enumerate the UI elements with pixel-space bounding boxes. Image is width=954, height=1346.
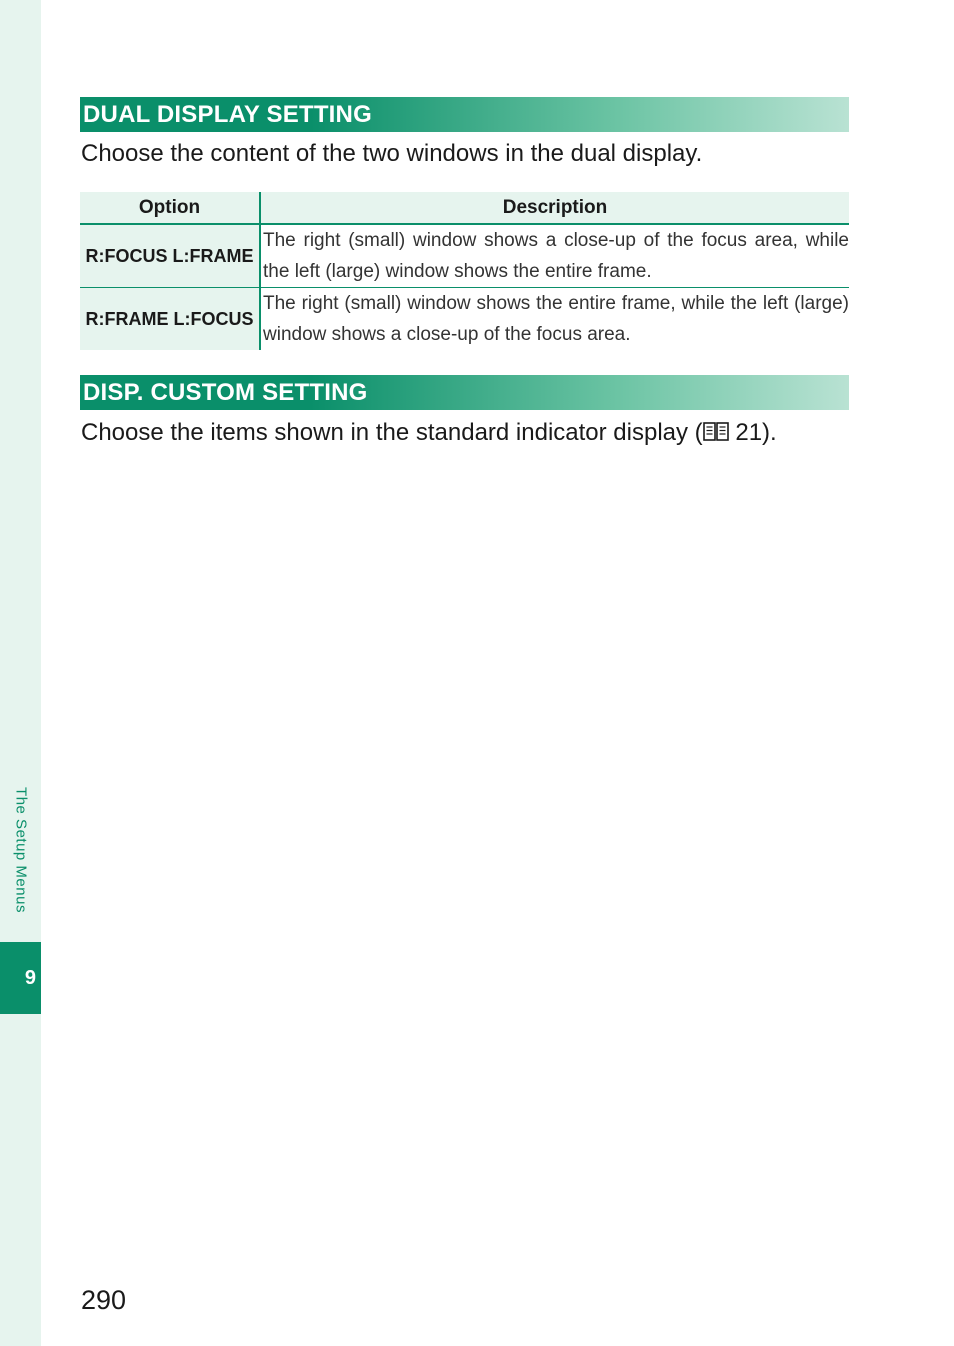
column-header-description: Description <box>260 192 849 224</box>
side-strip <box>0 0 41 1346</box>
description-cell: The right (small) window shows a close-up of the focus area, while the left (large) window shows the entire frame. <box>260 224 849 288</box>
page-reference-link[interactable]: 21 <box>735 419 763 446</box>
section-label: The Setup Menus <box>12 787 30 913</box>
options-table <box>80 192 849 350</box>
description-cell: The right (small) window shows the entire frame, while the left (large) window shows a close-up of the focus area. <box>263 293 849 345</box>
chapter-tab[interactable] <box>0 942 41 1014</box>
option-cell: R:FOCUS L:FRAME <box>80 224 260 288</box>
page-number: 290 <box>81 1285 127 1315</box>
disp-custom-intro-text: Choose the items shown in the standard indicator display ( <box>81 419 703 446</box>
page-reference-icon <box>703 422 729 442</box>
section-heading-dual-display: DUAL DISPLAY SETTING <box>80 97 849 132</box>
dual-display-intro: Choose the content of the two windows in the dual display. <box>81 140 703 167</box>
disp-custom-intro <box>81 416 848 450</box>
option-cell: R:FRAME L:FOCUS <box>80 288 260 351</box>
chapter-number: 9 <box>24 966 36 989</box>
column-header-option: Option <box>80 192 260 224</box>
table-row <box>80 288 849 351</box>
section-heading-disp-custom: DISP. CUSTOM SETTING <box>80 375 849 410</box>
table-row <box>80 224 849 288</box>
table-header-row <box>80 192 849 224</box>
disp-custom-intro-end: ). <box>762 419 777 446</box>
